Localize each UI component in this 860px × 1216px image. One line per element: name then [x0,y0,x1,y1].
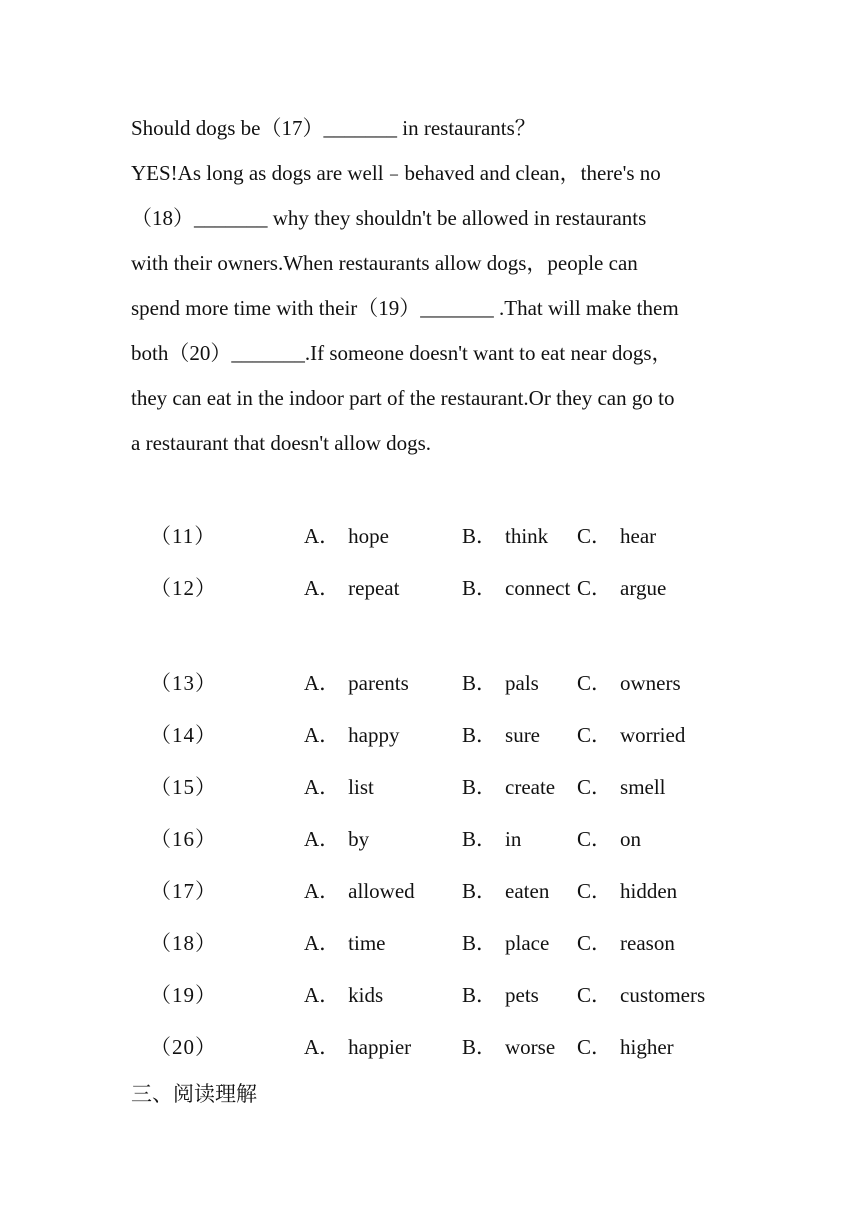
option-c [577,657,681,709]
option-b [462,969,539,1021]
option-b [462,562,570,614]
option-text: hear [620,524,657,548]
option-b [462,865,549,917]
option-text: kids [348,983,384,1007]
option-letter: B． [462,983,498,1007]
option-text: in [505,827,522,851]
section-title: 三、阅读理解 [131,1082,257,1106]
option-letter: C． [577,671,613,695]
option-b [462,657,539,709]
option-text: hidden [620,879,678,903]
option-letter: C． [577,576,613,600]
option-a [304,969,383,1021]
passage-line: they can eat in the indoor part of the restaurant.Or they can go to [131,386,675,410]
option-text: sure [505,723,541,747]
passage-line: both（20）_______.If someone doesn't want to eat near dogs， [131,341,673,365]
option-a [304,813,369,865]
option-letter: A． [304,1035,341,1059]
passage-line: a restaurant that doesn't allow dogs. [131,431,432,455]
option-c [577,1021,674,1073]
option-letter: B． [462,931,498,955]
option-text: pals [505,671,539,695]
option-row [0,510,860,562]
option-row [0,761,860,813]
option-letter: A． [304,775,341,799]
option-a [304,865,415,917]
question-number: （15） [150,775,217,799]
passage-line: spend more time with their（19）_______ .That will make them [131,296,679,320]
option-text: worried [620,723,686,747]
option-b [462,761,555,813]
option-text: higher [620,1035,674,1059]
option-text: owners [620,671,681,695]
passage-line: with their owners.When restaurants allow dogs，people can [131,251,638,275]
option-letter: A． [304,671,341,695]
option-letter: A． [304,827,341,851]
option-row [0,917,860,969]
option-b [462,917,549,969]
question-number: （11） [150,524,217,548]
option-letter: B． [462,879,498,903]
option-letter: A． [304,576,341,600]
option-letter: A． [304,723,341,747]
option-letter: C． [577,775,613,799]
option-c [577,813,641,865]
option-text: worse [505,1035,556,1059]
option-text: pets [505,983,539,1007]
option-text: hope [348,524,389,548]
option-letter: A． [304,524,341,548]
option-letter: C． [577,723,613,747]
option-row [0,813,860,865]
option-text: reason [620,931,675,955]
option-text: create [505,775,556,799]
option-row [0,657,860,709]
question-number: （16） [150,827,217,851]
option-row [0,969,860,1021]
passage-line: YES!As long as dogs are well﹣behaved and clean，there's no [131,161,661,185]
option-letter: B． [462,827,498,851]
option-text: by [348,827,370,851]
option-c [577,709,685,761]
option-text: list [348,775,374,799]
option-letter: C． [577,524,613,548]
option-text: connect [505,576,571,600]
option-c [577,510,656,562]
question-number: （17） [150,879,217,903]
option-row [0,865,860,917]
option-c [577,969,705,1021]
option-text: parents [348,671,409,695]
option-text: happy [348,723,400,747]
option-letter: B． [462,775,498,799]
option-c [577,917,675,969]
passage-line: （18）_______ why they shouldn't be allowed in restaurants [131,206,647,230]
option-letter: B． [462,576,498,600]
option-a [304,917,386,969]
question-number: （14） [150,723,217,747]
option-letter: C． [577,931,613,955]
option-letter: C． [577,879,613,903]
option-b [462,813,521,865]
option-letter: C． [577,827,613,851]
option-text: customers [620,983,706,1007]
option-a [304,510,389,562]
option-text: think [505,524,549,548]
option-letter: B． [462,1035,498,1059]
question-number: （18） [150,931,217,955]
option-a [304,657,409,709]
passage-line: Should dogs be（17）_______ in restaurants？ [131,116,536,140]
option-letter: B． [462,671,498,695]
option-text: allowed [348,879,415,903]
option-letter: A． [304,931,341,955]
option-text: happier [348,1035,412,1059]
passage [131,106,751,466]
option-c [577,562,666,614]
option-b [462,510,548,562]
option-row [0,1021,860,1073]
question-number: （19） [150,983,217,1007]
option-b [462,1021,555,1073]
option-text: repeat [348,576,400,600]
option-a [304,709,400,761]
option-letter: B． [462,524,498,548]
option-letter: C． [577,1035,613,1059]
question-number: （20） [150,1035,217,1059]
option-text: smell [620,775,666,799]
option-letter: B． [462,723,498,747]
option-b [462,709,540,761]
option-letter: A． [304,983,341,1007]
option-c [577,865,677,917]
option-row [0,709,860,761]
option-text: argue [620,576,667,600]
question-number: （12） [150,576,217,600]
question-number: （13） [150,671,217,695]
option-row [0,562,860,614]
option-letter: A． [304,879,341,903]
option-text: on [620,827,642,851]
option-a [304,761,374,813]
option-text: time [348,931,386,955]
option-c [577,761,666,813]
option-letter: C． [577,983,613,1007]
option-text: eaten [505,879,550,903]
option-text: place [505,931,550,955]
option-a [304,562,399,614]
option-a [304,1021,411,1073]
